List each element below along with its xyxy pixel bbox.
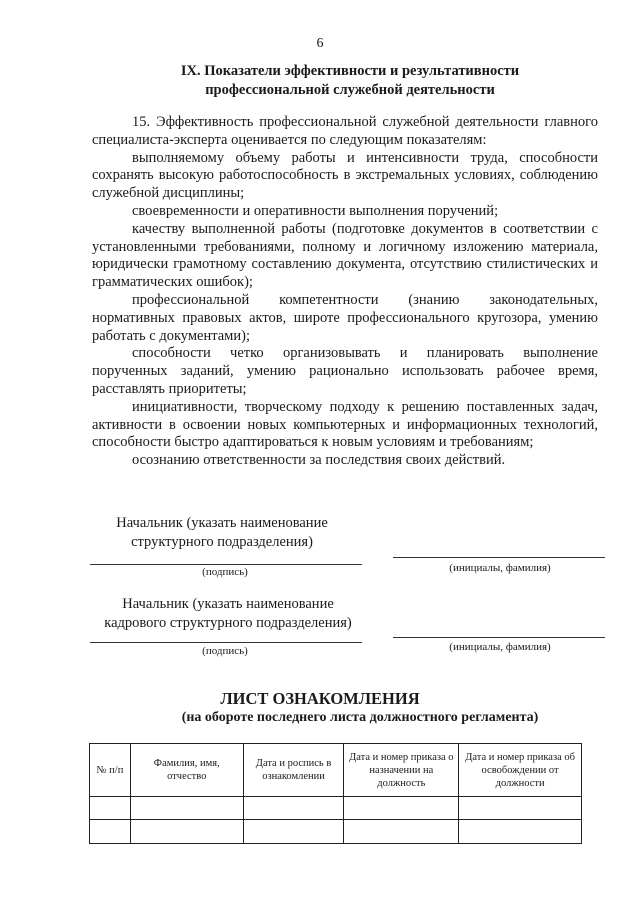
ack-header-number: № п/п xyxy=(90,744,131,797)
signature2-sign-line xyxy=(90,642,362,643)
signature2-title-line1: Начальник (указать наименование xyxy=(122,596,334,612)
ack-sheet-title: ЛИСТ ОЗНАКОМЛЕНИЯ xyxy=(220,689,420,708)
table-cell[interactable] xyxy=(459,797,582,820)
ack-table-header-row xyxy=(90,744,582,797)
table-cell[interactable] xyxy=(344,797,459,820)
signature2-caption-name: (инициалы, фамилия) xyxy=(449,641,551,653)
signature2-name-line xyxy=(393,637,605,638)
paragraph-indicator: инициативности, творческому подходу к решению поставленных задач, активности в освоении новых компьютерных и информационных технологий, способности быстро адаптироваться к новым условиям и требованиям; xyxy=(92,398,598,451)
ack-header-fullname: Фамилия, имя, отчество xyxy=(130,744,243,797)
table-cell[interactable] xyxy=(90,797,131,820)
ack-table xyxy=(89,743,582,844)
page-number: 6 xyxy=(316,36,324,51)
signature1-title-line2: структурного подразделения) xyxy=(131,534,313,550)
table-row xyxy=(90,797,582,820)
section-title-line1: IX. Показатели эффективности и результативности xyxy=(180,63,520,79)
table-cell[interactable] xyxy=(344,820,459,844)
signature2-title xyxy=(90,595,366,633)
signature1-name-line xyxy=(393,557,605,558)
signature1-title xyxy=(92,514,352,552)
paragraph-indicator: способности четко организовывать и планировать выполнение порученных заданий, умению рационально использовать рабочее время, расставлять приоритеты; xyxy=(92,345,598,397)
table-row xyxy=(90,820,582,844)
paragraph-indicator: выполняемому объему работы и интенсивности труда, способности сохранять высокую работоспособность в экстремальных условиях, соблюдению служебной дисциплины; xyxy=(92,149,598,202)
body-text xyxy=(92,114,598,470)
table-cell[interactable] xyxy=(243,797,344,820)
signature2-title-line2: кадрового структурного подразделения) xyxy=(104,615,352,631)
table-cell[interactable] xyxy=(130,797,243,820)
table-cell[interactable] xyxy=(459,820,582,844)
ack-header-dismissal-order: Дата и номер приказа об освобождении от должности xyxy=(459,744,582,797)
paragraph-indicator: своевременности и оперативности выполнения поручений; xyxy=(132,202,499,219)
paragraph-indicator: качеству выполненной работы (подготовке документов в соответствии с установленными требованиями, полному и логичному изложению материала, юридически грамотному составлению документа, отсутствию стилистических и грамматических ошибок); xyxy=(92,220,598,291)
table-cell[interactable] xyxy=(130,820,243,844)
signature1-caption-sign: (подпись) xyxy=(202,566,248,578)
paragraph-indicator: профессиональной компетентности (знанию законодательных, нормативных правовых актов, широте профессионального кругозора, умению работать с документами); xyxy=(92,291,598,344)
table-cell[interactable] xyxy=(90,820,131,844)
section-heading xyxy=(90,62,610,100)
ack-header-date-signature: Дата и роспись в ознакомлении xyxy=(243,744,344,797)
signature1-title-line1: Начальник (указать наименование xyxy=(116,515,328,531)
signature1-sign-line xyxy=(90,564,362,565)
paragraph-indicator: осознанию ответственности за последствия своих действий. xyxy=(132,452,506,469)
ack-header-appointment-order: Дата и номер приказа о назначении на должность xyxy=(344,744,459,797)
signature2-caption-sign: (подпись) xyxy=(202,645,248,657)
table-cell[interactable] xyxy=(243,820,344,844)
section-title-line2: профессиональной служебной деятельности xyxy=(205,82,495,98)
signature1-caption-name: (инициалы, фамилия) xyxy=(449,562,551,574)
ack-sheet-subtitle: (на обороте последнего листа должностного регламента) xyxy=(181,710,539,725)
paragraph-intro: 15. Эффективность профессиональной служебной деятельности главного специалиста-эксперта оценивается по следующим показателям: xyxy=(92,114,598,148)
